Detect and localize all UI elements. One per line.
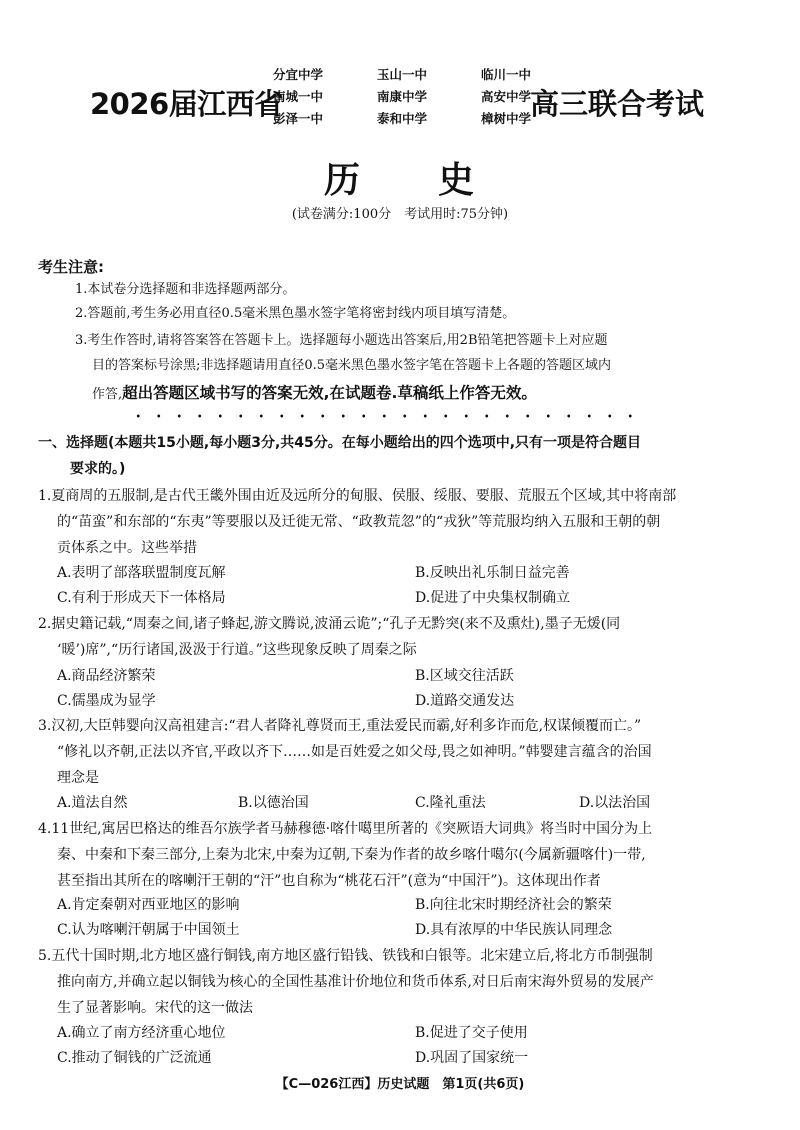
option-b: B.反映出礼乐制日益完善 [415, 565, 570, 581]
option-a: A.商品经济繁荣 [57, 668, 156, 684]
option-d: D.促进了中央集权制确立 [415, 590, 571, 606]
option-b: B.促进了交子使用 [415, 1025, 528, 1041]
section-heading-line-2: 要求的。) [70, 461, 126, 477]
question-line: 2.据史籍记载,“周秦之间,诸子蜂起,游文腾说,波涌云诡”;“孔子无黔突(来不及熏灶),墨子无煖(同 [38, 616, 621, 632]
notice-item-1: 1.本试卷分选择题和非选择题两部分。 [75, 282, 296, 297]
question-line: 的“苗蛮”和东部的“东夷”等要服以及迁徙无常、“政教荒忽”的“戎狄”等荒服均纳入五服和王朝的朝 [57, 514, 661, 530]
option-b: B.区域交往活跃 [415, 668, 514, 684]
notice-title: 考生注意: [38, 258, 104, 276]
title-left: 2026届江西省 [90, 87, 283, 121]
school-name: 泰和中学 [376, 111, 427, 126]
question-5 [38, 943, 773, 1021]
option-d: D.道路交通发达 [415, 693, 515, 709]
option-d: D.巩固了国家统一 [415, 1050, 529, 1066]
notice-item-3-line-2: 目的答案标号涂黑;非选择题请用直径0.5毫米黑色墨水签字笔在答题卡上各题的答题区域内 [92, 358, 612, 373]
option-c: C.推动了铜钱的广泛流通 [57, 1050, 212, 1066]
option-c: C.认为喀喇汗朝属于中国领土 [57, 922, 240, 938]
emphasis-dots [128, 413, 648, 419]
exam-info: (试卷满分:100分 考试用时:75分钟) [291, 207, 509, 222]
question-line: 5.五代十国时期,北方地区盛行铜钱,南方地区盛行铅钱、铁钱和白银等。北宋建立后,将北方币制强制 [38, 948, 653, 964]
school-name: 临川一中 [480, 67, 531, 82]
school-list [273, 64, 531, 130]
question-line: 理念是 [57, 770, 99, 786]
question-line: 贡体系之中。这些举措 [57, 540, 197, 556]
question-1 [38, 483, 773, 561]
question-4 [38, 816, 773, 894]
question-line: 1.夏商周的五服制,是古代王畿外围由近及远所分的甸服、侯服、绥服、要服、荒服五个区域,其中将南部 [38, 488, 677, 504]
notice-item-3-line-3 [92, 382, 537, 406]
title-right: 高三联合考试 [530, 87, 705, 121]
option-d: D.以法治国 [579, 795, 651, 811]
question-line: ‘暖’)席”,“历行诸国,汲汲于行道。”这些现象反映了周秦之际 [57, 642, 417, 658]
option-a: A.表明了部落联盟制度瓦解 [57, 565, 226, 581]
question-line: 秦、中秦和下秦三部分,上秦为北宋,中秦为辽朝,下秦为作者的故乡喀什噶尔(今属新疆喀什)一带, [57, 847, 646, 863]
question-3 [38, 713, 773, 791]
school-name: 南康中学 [376, 89, 427, 104]
section-heading [38, 430, 768, 482]
school-name: 樟树中学 [480, 111, 531, 126]
notice-item-3-plain: 作答, [92, 387, 123, 402]
notice-emphasis: 超出答题区域书写的答案无效,在试题卷.草稿纸上作答无效。 [122, 384, 537, 402]
school-name: 彭泽一中 [273, 111, 324, 126]
school-row [273, 64, 531, 86]
school-row [273, 108, 531, 130]
option-b: B.向往北宋时期经济社会的繁荣 [415, 897, 612, 913]
page-footer: 【C—026江西】历史试题 第1页(共6页) [275, 1077, 525, 1092]
question-line: 甚至指出其所在的喀喇汗王朝的“汗”也自称为“桃花石汗”(意为“中国汗”)。这体现出作者 [57, 873, 601, 889]
option-b: B.以德治国 [238, 795, 309, 811]
school-row [273, 86, 531, 108]
option-a: A.道法自然 [57, 795, 128, 811]
school-name: 玉山一中 [376, 67, 427, 82]
option-c: C.隆礼重法 [415, 795, 486, 811]
section-heading-line-1: 一、选择题(本题共15小题,每小题3分,共45分。在每小题给出的四个选项中,只有一项是符合题目 [38, 435, 642, 451]
notice-item-3-line-1: 3.考生作答时,请将答案答在答题卡上。选择题每小题选出答案后,用2B铅笔把答题卡上对应题 [75, 333, 608, 348]
question-line: 推向南方,并确立起以铜钱为核心的全国性基准计价地位和货币体系,对日后南宋海外贸易的发展产 [57, 974, 654, 990]
option-a: A.确立了南方经济重心地位 [57, 1025, 226, 1041]
subject-title: 历 史 [323, 160, 476, 201]
school-name: 南城一中 [273, 89, 324, 104]
option-d: D.具有浓厚的中华民族认同理念 [415, 922, 613, 938]
school-name: 高安中学 [480, 89, 531, 104]
question-line: 生了显著影响。宋代的这一做法 [57, 1000, 253, 1016]
option-a: A.肯定秦朝对西亚地区的影响 [57, 897, 240, 913]
question-line: 3.汉初,大臣韩婴向汉高祖建言:“君人者降礼尊贤而王,重法爱民而霸,好利多诈而危,权谋倾覆而亡。” [38, 718, 642, 734]
exam-header [0, 60, 800, 130]
option-c: C.儒墨成为显学 [57, 693, 156, 709]
question-2 [38, 611, 773, 663]
option-c: C.有利于形成天下一体格局 [57, 590, 226, 606]
question-line: “修礼以齐朝,正法以齐官,平政以齐下……如是百姓爱之如父母,畏之如神明。”韩婴建言蕴含的治国 [57, 744, 652, 760]
question-line: 4.11世纪,寓居巴格达的维吾尔族学者马赫穆德·喀什噶里所著的《突厥语大词典》将当时中国分为上 [38, 821, 653, 837]
notice-item-2: 2.答题前,考生务必用直径0.5毫米黑色墨水签字笔将密封线内项目填写清楚。 [75, 306, 516, 321]
school-name: 分宜中学 [273, 67, 324, 82]
